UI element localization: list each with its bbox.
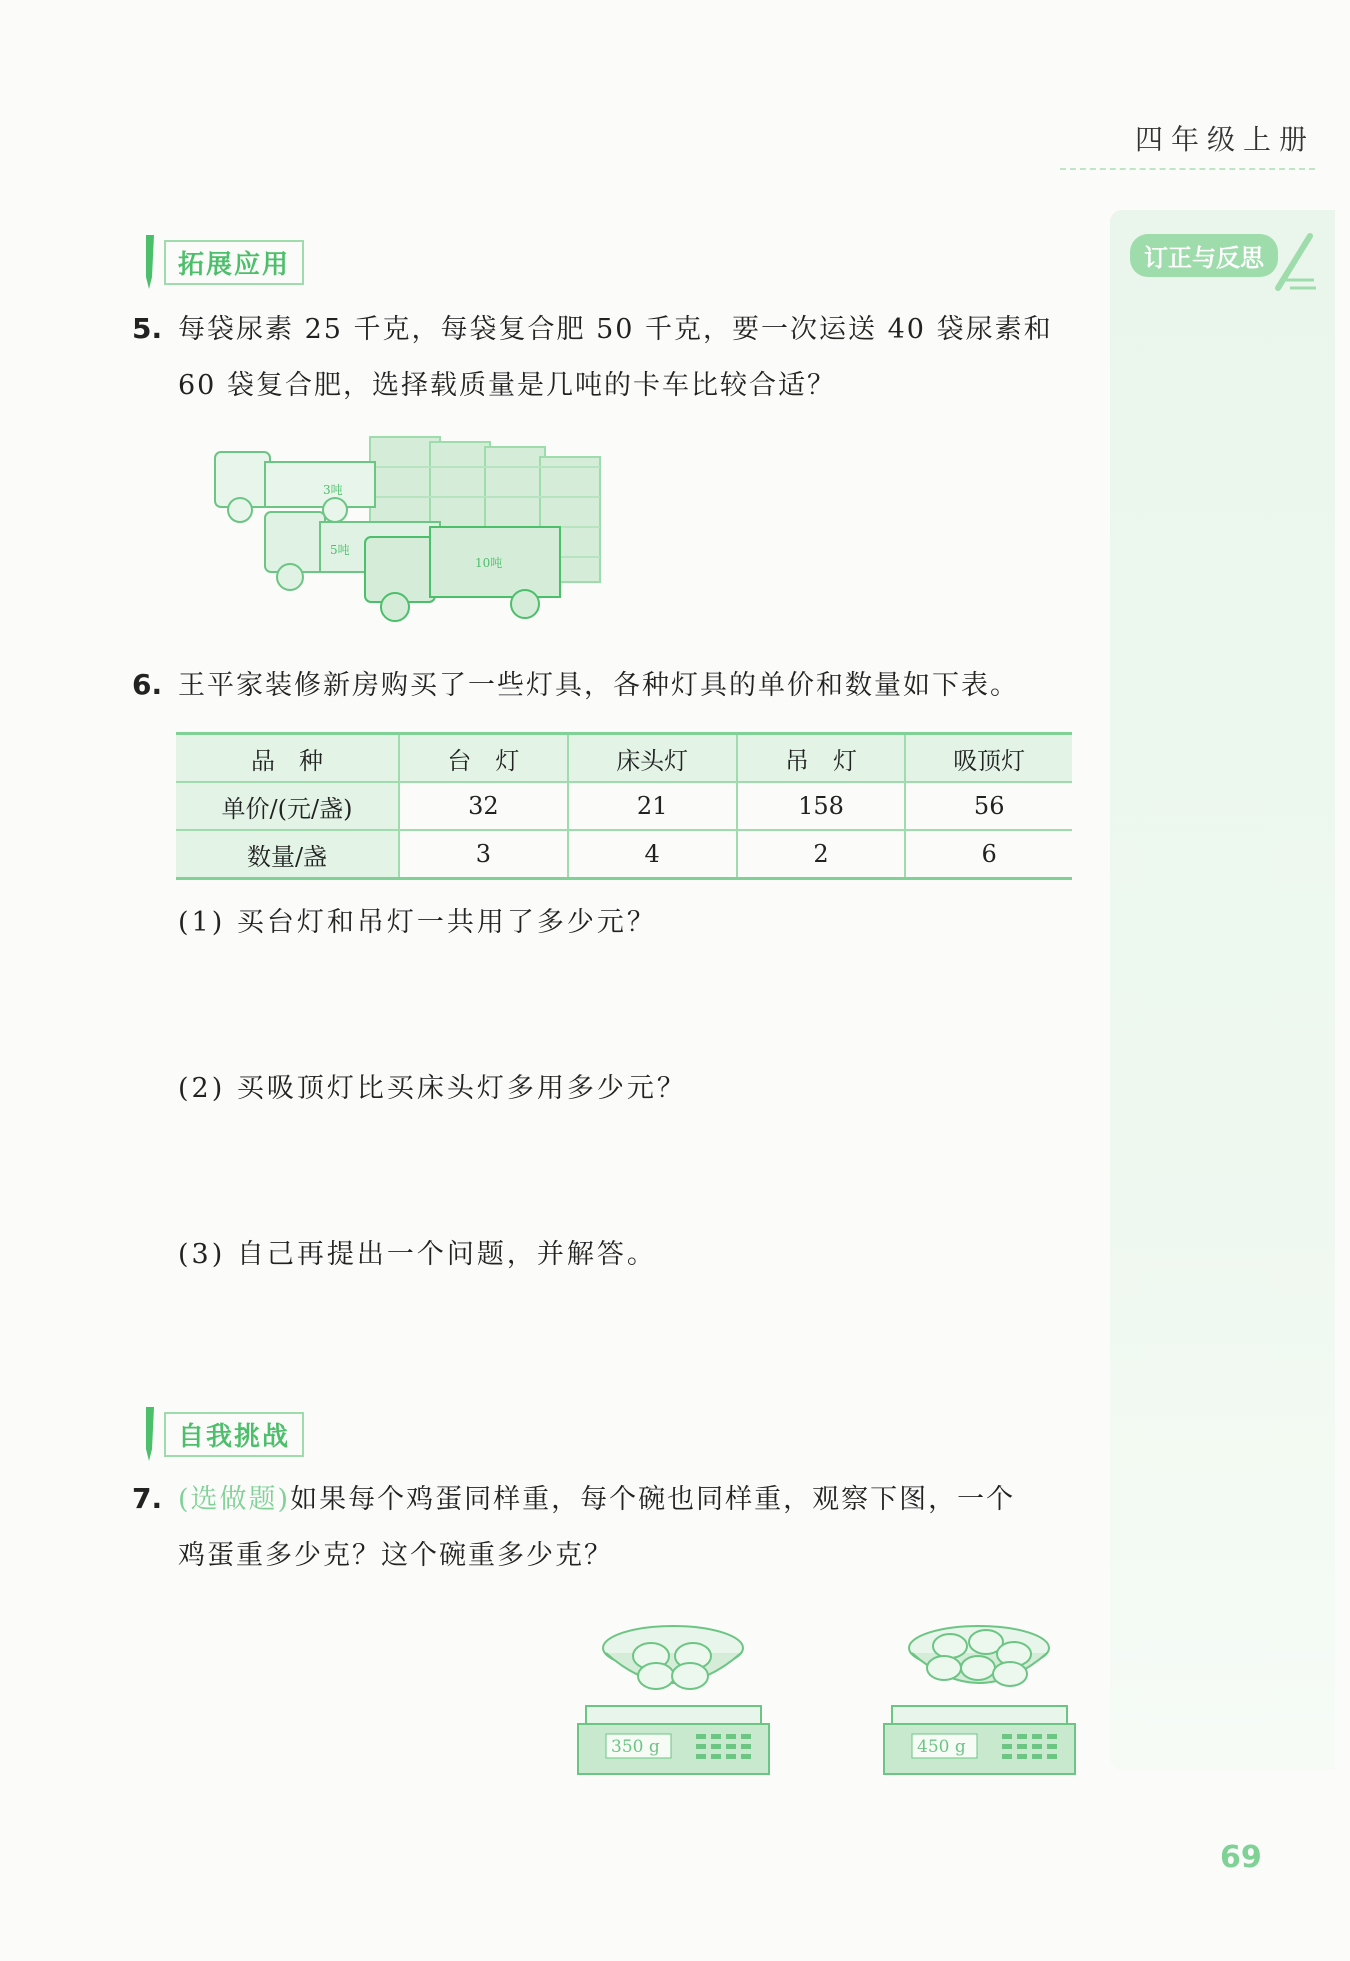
table-cell: 数量/盏 (176, 830, 399, 879)
table-cell: 56 (905, 782, 1072, 830)
section-challenge-label: 自我挑战 (164, 1412, 304, 1457)
review-heading: 订正与反思 (1130, 234, 1278, 277)
page-number: 69 (1220, 1840, 1262, 1875)
truck-label-3t: 3吨 (323, 483, 343, 497)
table-cell: 3 (399, 830, 568, 879)
q6-sub2: (2) 买吸顶灯比买床头灯多用多少元？ (178, 1073, 687, 1104)
section-extend-label: 拓展应用 (164, 240, 304, 285)
grade-label: 四年级上册 (1060, 118, 1315, 170)
table-header-row (176, 734, 1072, 783)
table-header-cell: 吸顶灯 (905, 734, 1072, 783)
q7-line1 (178, 1472, 1015, 1528)
q7-line1-text: 如果每个鸡蛋同样重，每个碗也同样重，观察下图，一个 (290, 1484, 1016, 1515)
scale-4-eggs (576, 1618, 771, 1778)
q7-number: 7. (132, 1482, 163, 1515)
table-cell: 21 (568, 782, 737, 830)
q6-sub1: (1) 买台灯和吊灯一共用了多少元？ (178, 907, 657, 938)
q6-number: 6. (132, 668, 163, 701)
lamp-table (176, 732, 1072, 880)
section-extend (138, 242, 304, 282)
table-cell: 32 (399, 782, 568, 830)
scale-6-eggs (882, 1618, 1077, 1778)
q6-sub3: (3) 自己再提出一个问题，并解答。 (178, 1239, 657, 1270)
table-header-cell: 床头灯 (568, 734, 737, 783)
scale2-reading: 450 g (917, 1737, 966, 1757)
table-header-cell: 台 灯 (399, 734, 568, 783)
table-cell: 单价/(元/盏) (176, 782, 399, 830)
table-row (176, 782, 1072, 830)
table-cell: 6 (905, 830, 1072, 879)
q5-number: 5. (132, 312, 163, 345)
table-header-cell: 吊 灯 (737, 734, 906, 783)
q7-line2: 鸡蛋重多少克？这个碗重多少克？ (178, 1540, 613, 1571)
optional-tag: (选做题) (178, 1484, 291, 1515)
scale1-reading: 350 g (611, 1737, 660, 1757)
truck-label-10t: 10吨 (475, 556, 503, 570)
table-cell: 4 (568, 830, 737, 879)
pencil-icon (138, 233, 160, 291)
q5-line2: 60 袋复合肥，选择载质量是几吨的卡车比较合适？ (178, 370, 836, 401)
pen-icon (1270, 228, 1320, 298)
trucks-illustration (205, 432, 615, 627)
table-header-cell: 品 种 (176, 734, 399, 783)
pencil-icon (138, 1405, 160, 1463)
q5-line1: 每袋尿素 25 千克，每袋复合肥 50 千克，要一次运送 40 袋尿素和 (178, 314, 1053, 345)
q6-text: 王平家装修新房购买了一些灯具，各种灯具的单价和数量如下表。 (178, 670, 1019, 701)
table-row (176, 830, 1072, 879)
review-panel (1110, 210, 1335, 1770)
section-challenge (138, 1414, 304, 1454)
table-cell: 158 (737, 782, 906, 830)
truck-label-5t: 5吨 (330, 543, 350, 557)
table-cell: 2 (737, 830, 906, 879)
